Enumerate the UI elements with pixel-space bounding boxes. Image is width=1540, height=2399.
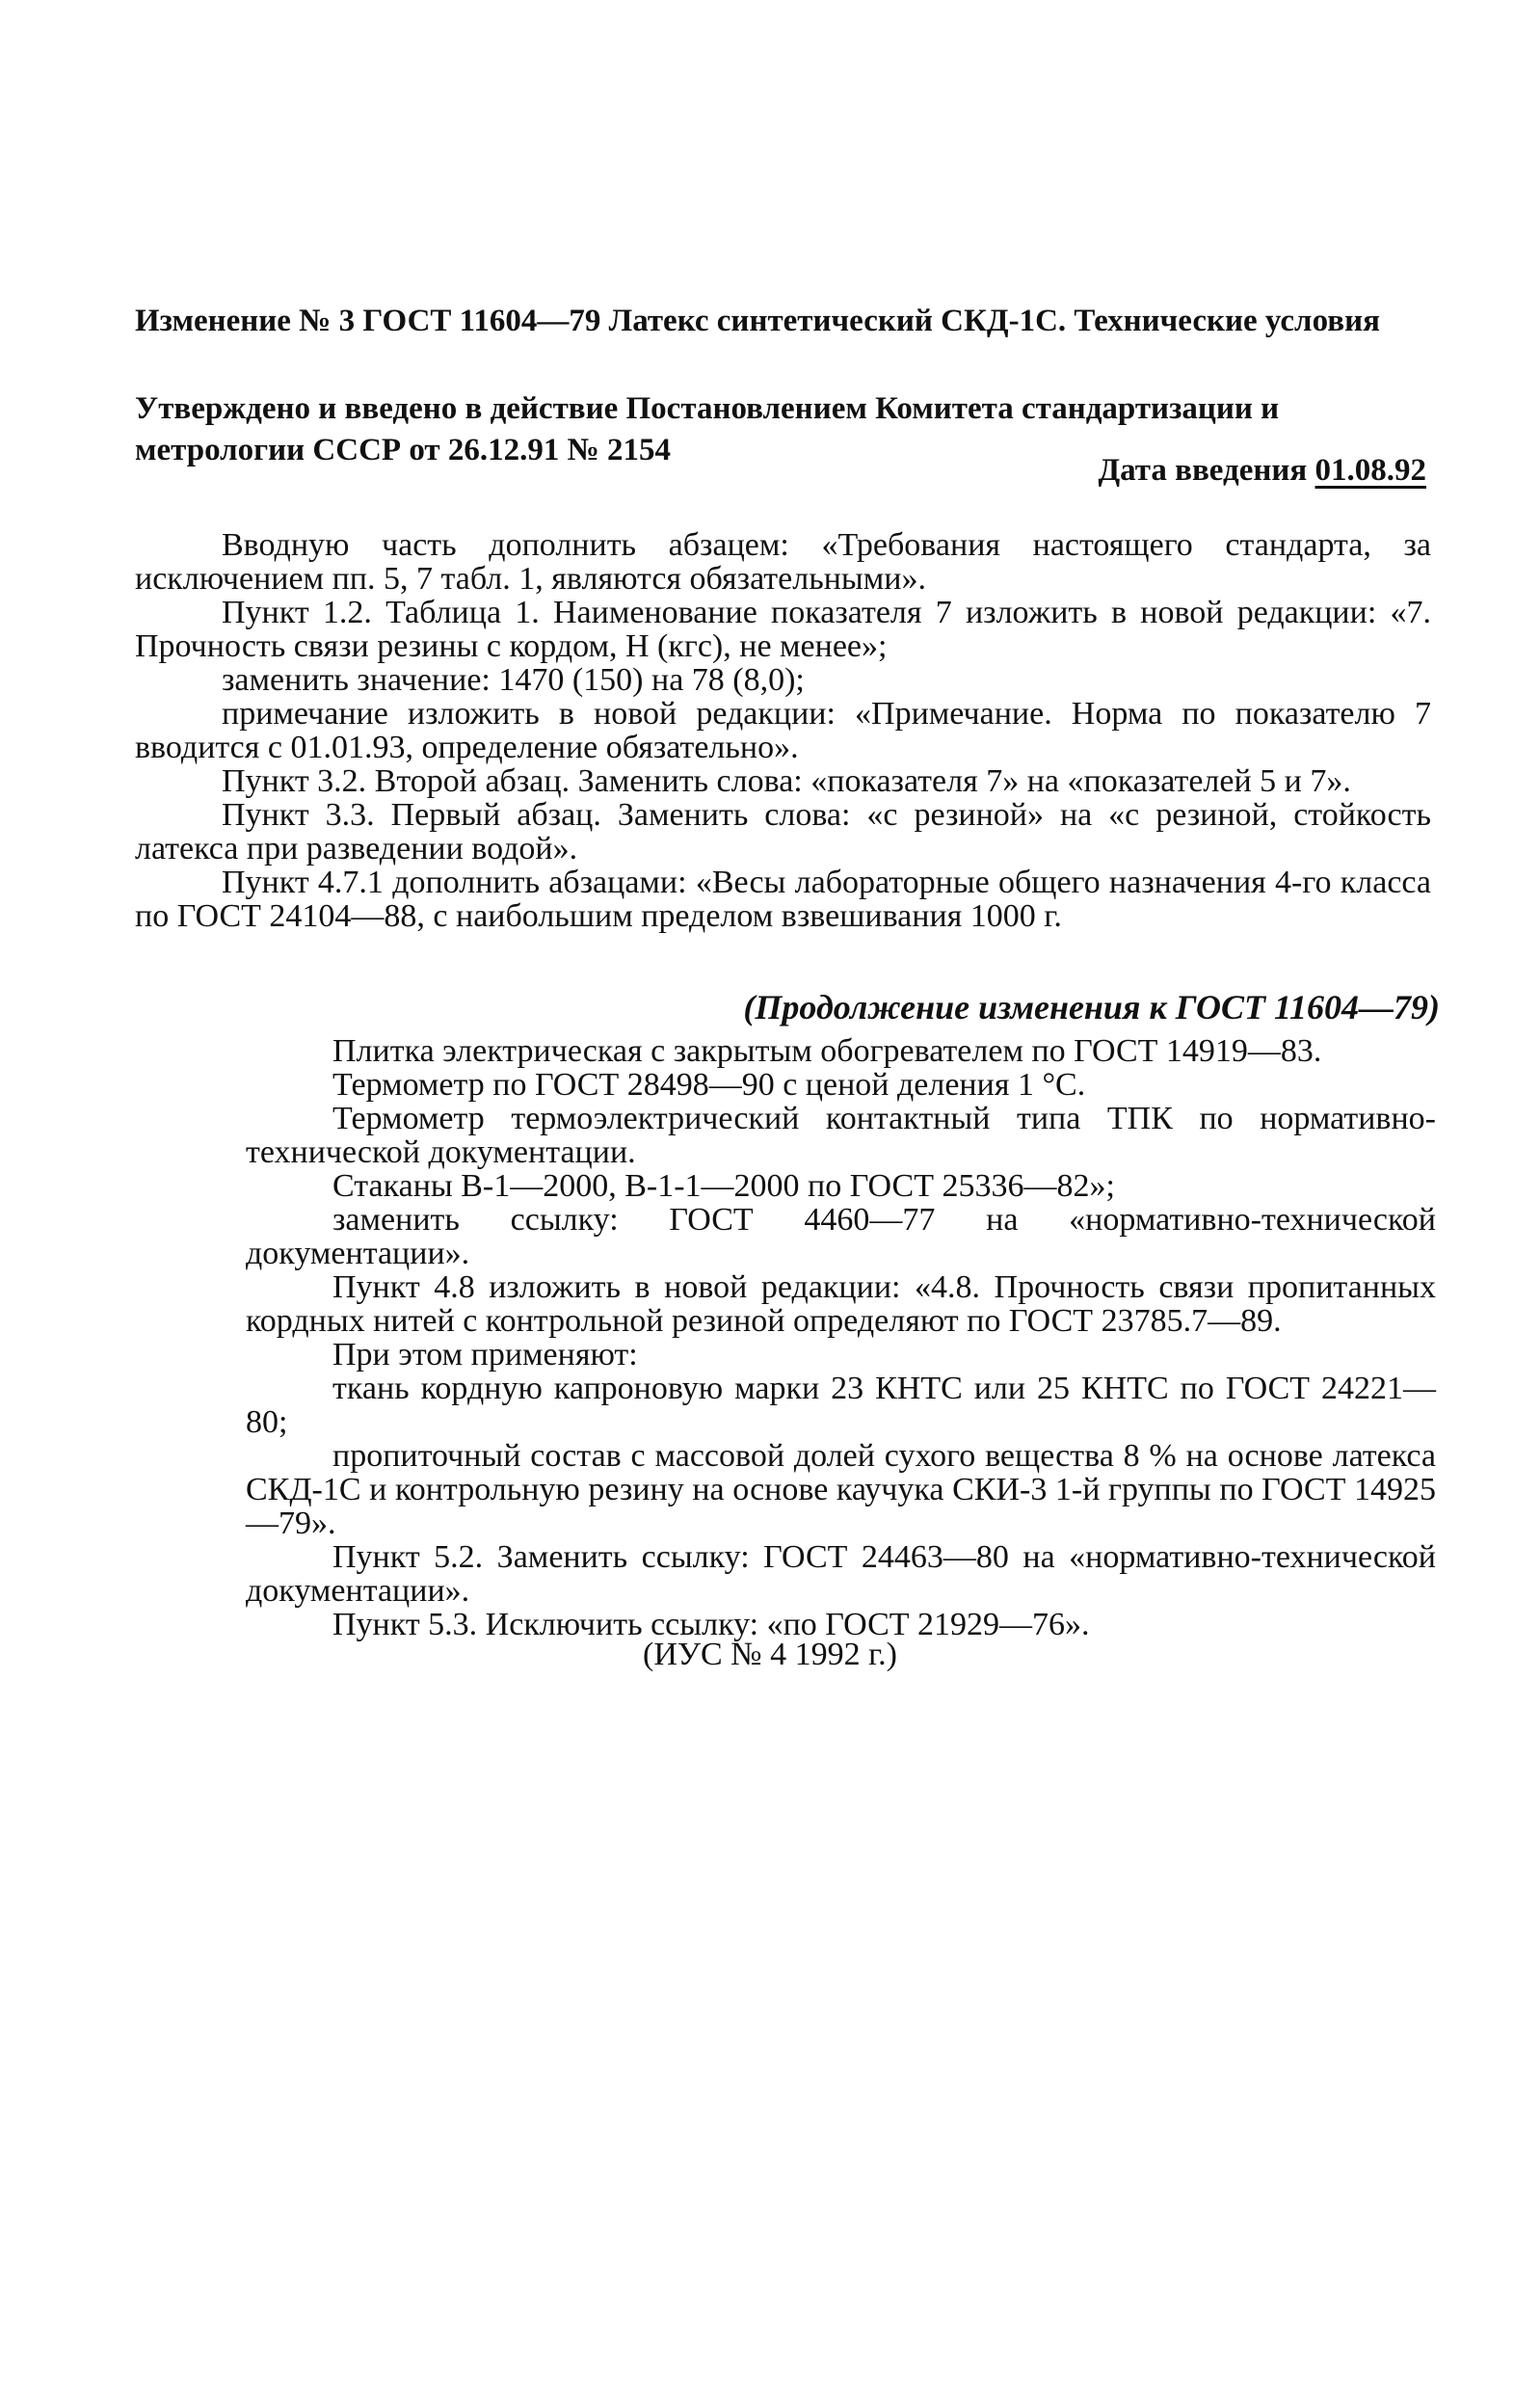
introduction-date <box>1098 453 1426 489</box>
continuation-paragraph: Пункт 5.3. Исключить ссылку: «по ГОСТ 21929—76». <box>332 1607 1090 1642</box>
amendment-title: Изменение № 3 ГОСТ 11604—79 Латекс синтетический СКД-1С. Технические условия <box>135 304 1380 338</box>
continuation-heading: (Продолжение изменения к ГОСТ 11604—79) <box>743 988 1440 1026</box>
continuation-paragraph: При этом применяют: <box>332 1337 638 1373</box>
continuation-paragraph: Плитка электрическая с закрытым обогревателем по ГОСТ 14919—83. <box>332 1033 1322 1069</box>
amendment-body <box>135 528 1431 933</box>
continuation-paragraph: Пункт 4.8 изложить в новой редакции: «4.8. Прочность связи пропитанных кордных нитей с контрольной резиной определяют по ГОСТ 23785.7—89. <box>246 1269 1436 1339</box>
body-paragraph: заменить значение: 1470 (150) на 78 (8,0); <box>222 662 805 698</box>
source-reference: (ИУС № 4 1992 г.) <box>643 1637 897 1672</box>
approval-statement: Утверждено и введено в действие Постановлением Комитета стандартизации и метрологии СССР от 26.12.91 № 2154 <box>135 391 1280 467</box>
continuation-paragraph: Термометр термоэлектрический контактный типа ТПК по нормативно-технической документации. <box>246 1101 1436 1170</box>
introduction-date-value: 01.08.92 <box>1314 453 1426 488</box>
continuation-paragraph: Термометр по ГОСТ 28498—90 с ценой деления 1 °С. <box>332 1067 1086 1103</box>
body-paragraph: Пункт 1.2. Таблица 1. Наименование показателя 7 изложить в новой редакции: «7. Прочность связи резины с кордом, Н (кгс), не менее»; <box>135 595 1431 664</box>
body-paragraph: Пункт 4.7.1 дополнить абзацами: «Весы лабораторные общего назначения 4-го класса по ГОСТ 24104—88, с наибольшим пределом взвешивания 1000 г. <box>135 865 1431 934</box>
body-paragraph: Вводную часть дополнить абзацем: «Требования настоящего стандарта, за исключением пп. 5, 7 табл. 1, являются обязательными». <box>135 527 1431 597</box>
body-paragraph: Пункт 3.2. Второй абзац. Заменить слова: «показателя 7» на «показателей 5 и 7». <box>222 763 1351 799</box>
continuation-paragraph: заменить ссылку: ГОСТ 4460—77 на «нормативно-технической документации». <box>246 1202 1436 1271</box>
body-paragraph: Пункт 3.3. Первый абзац. Заменить слова: «с резиной» на «с резиной, стойкость латекса при разведении водой». <box>135 797 1431 866</box>
continuation-paragraph: Стаканы В-1—2000, В-1-1—2000 по ГОСТ 25336—82»; <box>332 1168 1115 1204</box>
body-paragraph: примечание изложить в новой редакции: «Примечание. Норма по показателю 7 вводится с 01.01.93, определение обязательно». <box>135 696 1431 765</box>
introduction-date-label: Дата введения <box>1098 453 1308 488</box>
continuation-paragraph: пропиточный состав с массовой долей сухого вещества 8 % на основе латекса СКД-1С и контрольную резину на основе каучука СКИ-3 1-й группы по ГОСТ 14925—79». <box>246 1438 1436 1541</box>
continuation-paragraph: ткань кордную капроновую марки 23 КНТС или 25 КНТС по ГОСТ 24221—80; <box>246 1371 1436 1440</box>
continuation-body <box>246 1034 1436 1641</box>
continuation-paragraph: Пункт 5.2. Заменить ссылку: ГОСТ 24463—80 на «нормативно-технической документации». <box>246 1539 1436 1609</box>
